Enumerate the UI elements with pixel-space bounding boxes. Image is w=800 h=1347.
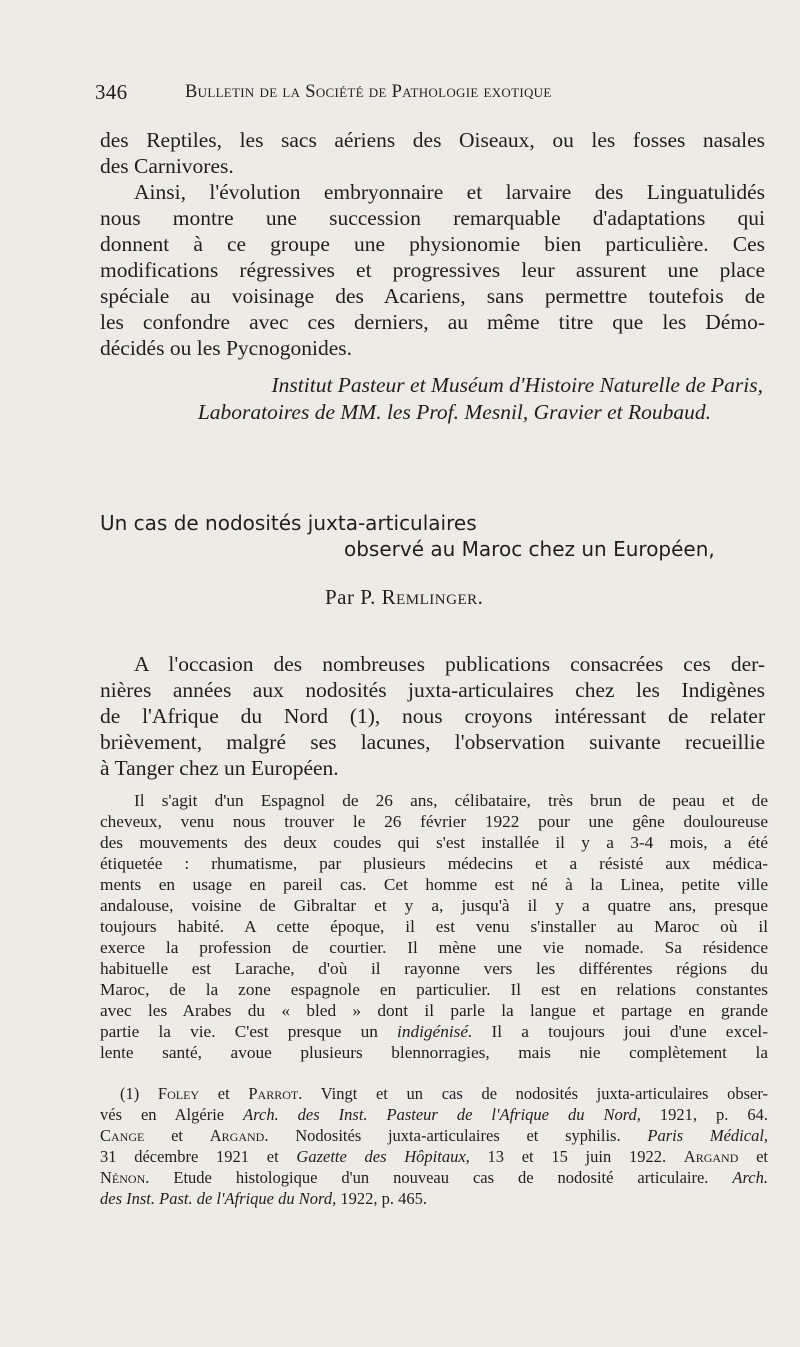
- journal-title: des Inst. Past. de l'Afrique du Nord,: [100, 1189, 337, 1208]
- journal-title: Arch. des Inst. Pasteur de l'Afrique du Nord,: [243, 1105, 641, 1124]
- journal-title: Arch.: [732, 1168, 769, 1187]
- text-line: Maroc, de la zone espagnole en particulier. Il est en relations constantes: [100, 980, 768, 999]
- text-line: étiquetée : rhumatisme, par plusieurs médecins et a résisté aux médica-: [100, 854, 768, 873]
- affiliation-line: Laboratoires de MM. les Prof. Mesnil, Gravier et Roubaud.: [197, 400, 711, 424]
- text-line: andalouse, voisine de Gibraltar et y a, jusqu'à il y a quatre ans, presque: [100, 896, 768, 915]
- text-line: de l'Afrique du Nord (1), nous croyons intéressant de relater: [100, 704, 765, 728]
- author-name: Argand: [683, 1147, 739, 1166]
- page-number: 346: [95, 80, 128, 104]
- text-fragment: et: [217, 1084, 230, 1103]
- footnote-line: [100, 1083, 768, 1104]
- author-name: Nénon.: [100, 1168, 150, 1187]
- footnote-line: [100, 1104, 768, 1125]
- text-line: les confondre avec ces derniers, au même titre que les Démo-: [100, 310, 765, 334]
- text-line: spéciale au voisinage des Acariens, sans permettre toutefois de: [100, 284, 765, 308]
- text-fragment: et: [171, 1126, 184, 1145]
- text-line: modifications régressives et progressives leur assurent une place: [100, 258, 765, 282]
- text-fragment: Nodosités juxta-articulaires et syphilis.: [295, 1126, 621, 1145]
- byline-prefix: Par P.: [325, 585, 382, 609]
- text-fragment: 31 décembre 1921 et: [100, 1147, 279, 1166]
- text-line: décidés ou les Pycnogonides.: [100, 336, 352, 360]
- text-line: à Tanger chez un Européen.: [100, 756, 339, 780]
- running-header: [95, 80, 655, 108]
- journal-title: Paris Médical,: [647, 1126, 769, 1145]
- footnote-line: [100, 1125, 768, 1146]
- text-line: des Carnivores.: [100, 154, 234, 178]
- text-fragment: et: [756, 1147, 769, 1166]
- text-line: exerce la profession de courtier. Il mène une vie nomade. Sa résidence: [100, 938, 768, 957]
- text-line: toujours habité. A cette époque, il est venu s'installer au Maroc où il: [100, 917, 768, 936]
- journal-title: Gazette des Hôpitaux,: [296, 1147, 470, 1166]
- footnote-marker: (1): [120, 1084, 140, 1103]
- text-line: des mouvements des deux coudes qui s'est installée il y a 3-4 mois, a été: [100, 833, 768, 852]
- text-line: Il s'agit d'un Espagnol de 26 ans, célibataire, très brun de peau et de: [134, 791, 768, 810]
- footnote-line: [100, 1146, 768, 1167]
- text-line: nières années aux nodosités juxta-articulaires chez les Indigènes: [100, 678, 765, 702]
- text-fragment: Il a toujours joui d'une excel-: [491, 1022, 768, 1041]
- author-name: Parrot.: [248, 1084, 303, 1103]
- text-fragment: 1922, p. 465.: [340, 1189, 427, 1208]
- text-line: habituelle est Larache, d'où il rayonne vers les différentes régions du: [100, 959, 768, 978]
- text-line: nous montre une succession remarquable d'adaptations qui: [100, 206, 765, 230]
- text-line: cheveux, venu nous trouver le 26 février 1922 pour une gêne douloureuse: [100, 812, 768, 831]
- article-title-line: observé au Maroc chez un Européen,: [344, 537, 715, 561]
- text-fragment: Etude histologique d'un nouveau cas de nodosité articulaire.: [173, 1168, 709, 1187]
- text-fragment: vés en Algérie: [100, 1105, 225, 1124]
- text-line: avec les Arabes du « bled » dont il parle la langue et partage en grande: [100, 1001, 768, 1020]
- text-fragment: 1921, p. 64.: [659, 1105, 769, 1124]
- running-title: Bulletin de la Société de Pathologie exotique: [185, 82, 552, 102]
- text-line: brièvement, malgré ses lacunes, l'observation suivante recueillie: [100, 730, 765, 754]
- text-line: [100, 1022, 768, 1043]
- text-fragment: Vingt et un cas de nodosités juxta-articulaires obser-: [320, 1084, 769, 1103]
- footnote-line: [100, 1188, 768, 1209]
- text-fragment: 13 et 15 juin 1922.: [487, 1147, 667, 1166]
- text-fragment: partie la vie. C'est presque un: [100, 1022, 378, 1041]
- author-name: Foley: [157, 1084, 200, 1103]
- affiliation-line: Institut Pasteur et Muséum d'Histoire Naturelle de Paris,: [271, 373, 763, 397]
- author-name: Argand.: [209, 1126, 269, 1145]
- text-line: Ainsi, l'évolution embryonnaire et larvaire des Linguatulidés: [134, 180, 765, 204]
- text-line: A l'occasion des nombreuses publications consacrées ces der-: [134, 652, 765, 676]
- article-title-line: Un cas de nodosités juxta-articulaires: [100, 511, 477, 535]
- author-name: Cange: [100, 1126, 145, 1145]
- text-line: ments en usage en pareil cas. Cet homme est né à la Linea, petite ville: [100, 875, 768, 894]
- text-line: lente santé, avoue plusieurs blennorragies, mais nie complètement la: [100, 1043, 768, 1062]
- italic-term: indigénisé.: [397, 1022, 473, 1041]
- text-line: des Reptiles, les sacs aériens des Oiseaux, ou les fosses nasales: [100, 128, 765, 152]
- byline: [325, 585, 483, 610]
- footnote-line: [100, 1167, 768, 1188]
- text-line: donnent à ce groupe une physionomie bien particulière. Ces: [100, 232, 765, 256]
- author-name: Remlinger.: [381, 585, 484, 609]
